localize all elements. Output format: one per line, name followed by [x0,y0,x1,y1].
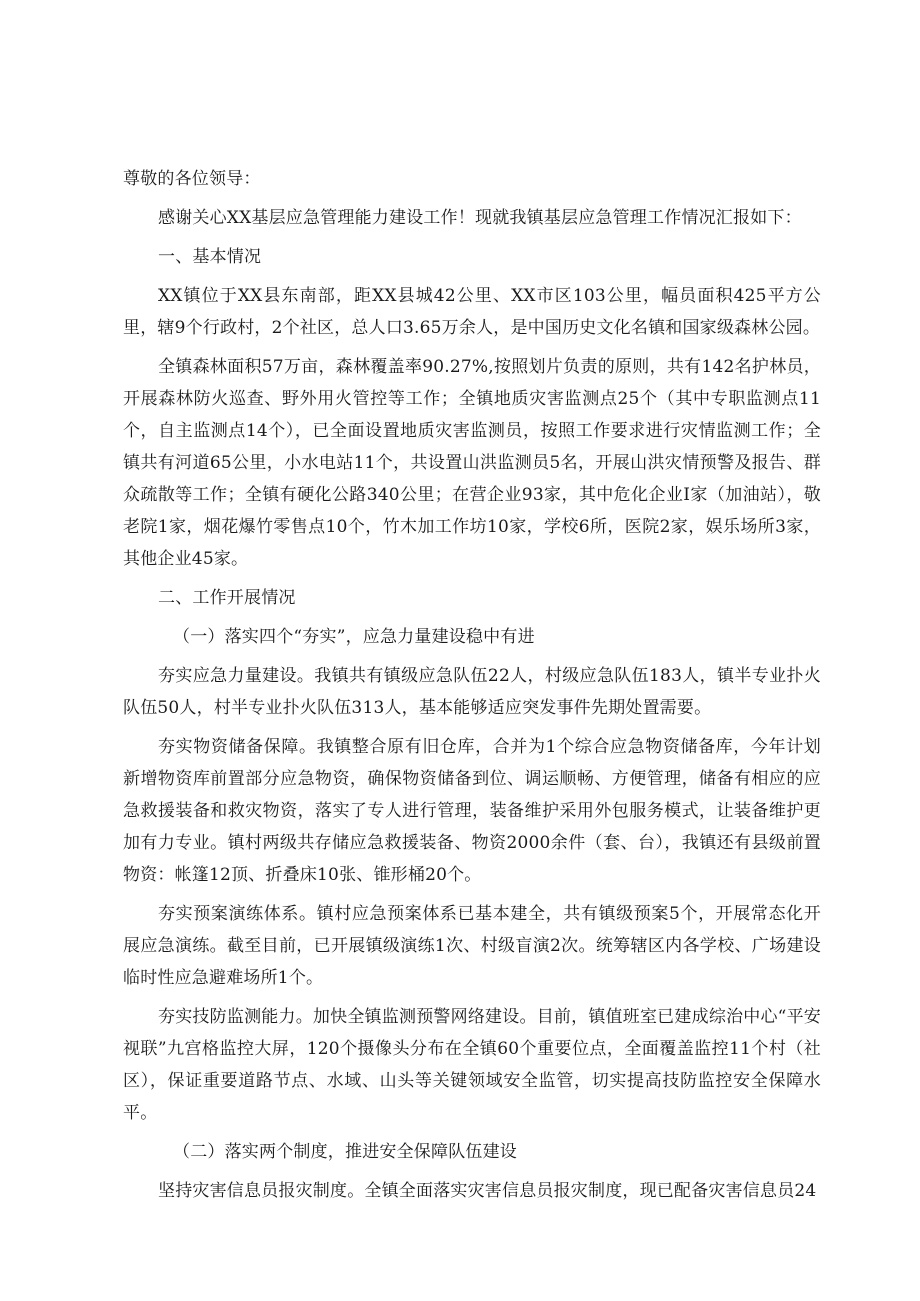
paragraph-resources: 全镇森林面积57万亩，森林覆盖率90.27%,按照划片负责的原则，共有142名护林员，开展森林防火巡查、野外用火管控等工作；全镇地质灾害监测点25个（其中专职监测点11个，自主监测点14个），已全面设置地质灾害监测员，按照工作要求进行灾情监测工作；全镇共有河道65公里，小水电站11个，共设置山洪监测员5名，开展山洪灾情预警及报告、群众疏散等工作；全镇有硬化公路340公里；在营企业93家，其中危化企业I家（加油站），敬老院1家，烟花爆竹零售点10个，竹木加工作坊10家，学校6所，医院2家，娱乐场所3家，其他企业45家。 [123,357,821,569]
document-body [123,163,821,1207]
paragraph-monitoring: 夯实技防监测能力。加快全镇监测预警网络建设。目前，镇值班室已建成综治中心“平安视联”九宫格监控大屏，120个摄像头分布在全镇60个重要位点，全面覆盖监控11个村（社区），保证重要道路节点、水域、山头等关键领域安全监管，切实提高技防监控安全保障水平。 [123,1007,821,1123]
paragraph-drill-system: 夯实预案演练体系。镇村应急预案体系已基本建全，共有镇级预案5个，开展常态化开展应急演练。截至目前，已开展镇级演练1次、村级盲演2次。统筹辖区内各学校、广场建设临时性应急避难场所1个。 [123,904,821,988]
paragraph-disaster-reporting: 坚持灾害信息员报灾制度。全镇全面落实灾害信息员报灾制度，现已配备灾害信息员24 [158,1181,817,1201]
section-heading-basic: 一、基本情况 [158,247,262,267]
paragraph-material-reserve: 夯实物资储备保障。我镇整合原有旧仓库，合并为1个综合应急物资储备库，今年计划新增物资库前置部分应急物资，确保物资储备到位、调运顺畅、方便管理，储备有相应的应急救援装备和救灾物资，落实了专人进行管理，装备维护采用外包服务模式，让装备维护更加有力专业。镇村两级共存储应急救援装备、物资2000余件（套、台），我镇还有县级前置物资：帐篷12顶、折叠床10张、锥形桶20个。 [123,737,821,885]
subsection-heading-2: （二）落实两个制度，推进安全保障队伍建设 [173,1142,517,1162]
salutation: 尊敬的各位领导： [123,169,261,189]
paragraph-emergency-force: 夯实应急力量建设。我镇共有镇级应急队伍22人，村级应急队伍183人，镇半专业扑火队伍50人，村半专业扑火队伍313人，基本能够适应突发事件先期处置需要。 [123,666,821,718]
subsection-heading-1: （一）落实四个“夯实”，应急力量建设稳中有进 [173,627,535,647]
section-heading-work: 二、工作开展情况 [158,588,296,608]
paragraph-town-overview: XX镇位于XX县东南部，距XX县城42公里、XX市区103公里，幅员面积425平方公里，辖9个行政村，2个社区，总人口3.65万余人，是中国历史文化名镇和国家级森林公园。 [123,286,821,338]
intro-paragraph: 感谢关心XX基层应急管理能力建设工作！现就我镇基层应急管理工作情况汇报如下： [158,208,802,228]
